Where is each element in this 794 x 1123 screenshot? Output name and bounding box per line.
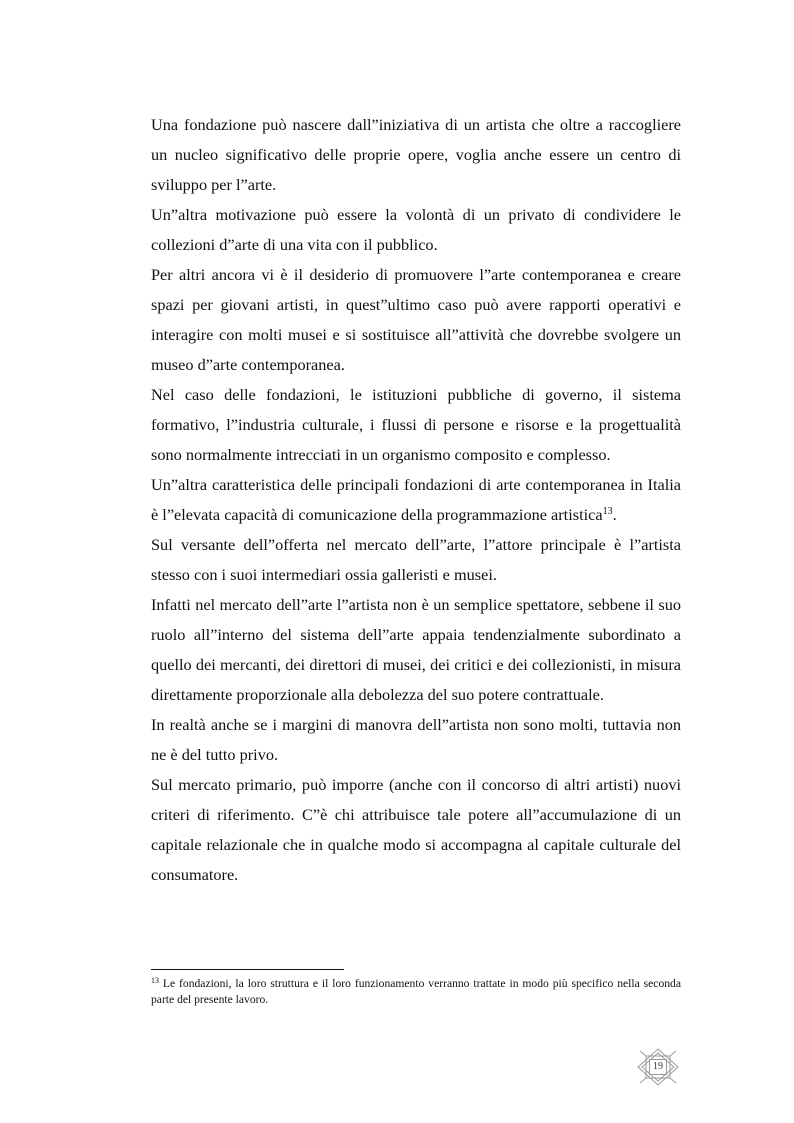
footnote-separator: [151, 969, 344, 970]
paragraph-3: Per altri ancora vi è il desiderio di promuovere l”arte contemporanea e creare spazi per giovani artisti, in quest”ultimo caso può avere rapporti operativi e interagire con molti musei e si sostituisce all”attività che dovrebbe svolgere un museo d”arte contemporanea.: [151, 265, 681, 374]
footnote-text: Le fondazioni, la loro struttura e il loro funzionamento verranno trattate in modo più specifico nella seconda parte del presente lavoro.: [151, 977, 681, 1006]
page-number-badge: [637, 1048, 679, 1086]
paragraph-5: [151, 470, 681, 530]
paragraph-9: Sul mercato primario, può imporre (anche con il concorso di altri artisti) nuovi criteri di riferimento. C”è chi attribuisce tale potere all”accumulazione di un capitale relazionale che in qualche modo si accompagna al capitale culturale del consumatore.: [151, 775, 681, 884]
footnote: [151, 976, 681, 1008]
paragraph-4: Nel caso delle fondazioni, le istituzioni pubbliche di governo, il sistema formativo, l”industria culturale, i flussi di persone e risorse e la progettualità sono normalmente intrecciati in un organismo composito e complesso.: [151, 385, 681, 464]
paragraph-2: Un”altra motivazione può essere la volontà di un privato di condividere le collezioni d”arte di una vita con il pubblico.: [151, 205, 681, 254]
paragraph-1: Una fondazione può nascere dall”iniziativa di un artista che oltre a raccogliere un nucleo significativo delle proprie opere, voglia anche essere un centro di sviluppo per l”arte.: [151, 115, 681, 194]
paragraph-7: Infatti nel mercato dell”arte l”artista non è un semplice spettatore, sebbene il suo ruolo all”interno del sistema dell”arte appaia tendenzialmente subordinato a quello dei mercanti, dei direttori di musei, dei critici e dei collezionisti, in misura direttamente proporzionale alla debolezza del suo potere contrattuale.: [151, 595, 681, 704]
footnote-reference[interactable]: 13: [602, 506, 613, 517]
body-text: [151, 110, 681, 890]
paragraph-6: Sul versante dell”offerta nel mercato dell”arte, l”attore principale è l”artista stesso con i suoi intermediari ossia galleristi e musei.: [151, 535, 681, 584]
paragraph-8: In realtà anche se i margini di manovra dell”artista non sono molti, tuttavia non ne è del tutto privo.: [151, 715, 681, 764]
paragraph-5-end: .: [612, 505, 617, 524]
paragraph-5-text: Un”altra caratteristica delle principali fondazioni di arte contemporanea in Italia è l”elevata capacità di comunicazione della programmazione artistica: [151, 475, 681, 524]
page-number: 19: [653, 1061, 663, 1072]
footnote-number: 13: [151, 976, 159, 985]
